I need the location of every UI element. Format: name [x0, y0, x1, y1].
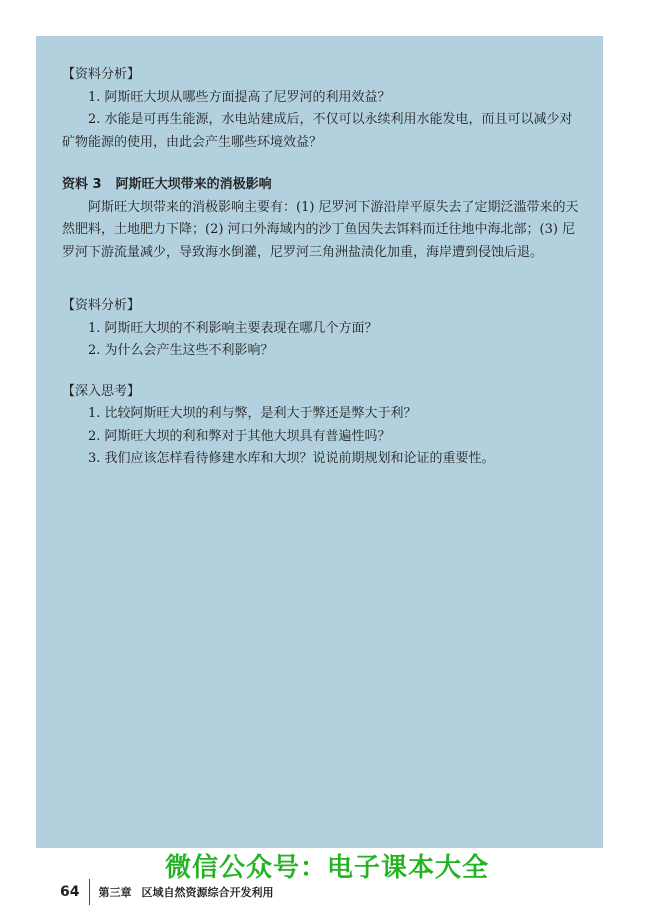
analysis-question-2-2: 2. 为什么会产生这些不利影响？ [88, 343, 274, 358]
analysis-heading-2: 【资料分析】 [62, 298, 141, 313]
resource-3-label: 资料 3 [62, 177, 102, 192]
chapter-label: 第三章 [98, 886, 132, 899]
think-question-1: 1. 比较阿斯旺大坝的利与弊，是利大于弊还是弊大于利？ [88, 406, 417, 421]
spacer [62, 264, 582, 295]
footer-divider [89, 879, 90, 905]
think-heading: 【深入思考】 [62, 383, 141, 399]
analysis-question-2-1: 1. 阿斯旺大坝的不利影响主要表现在哪几个方面？ [88, 320, 378, 336]
analysis-heading-1: 【资料分析】 [62, 67, 141, 82]
chapter-title: 区域自然资源综合开发利用 [141, 886, 274, 899]
page-content [62, 64, 582, 471]
analysis-question-1-2: 2. 水能是可再生能源，水电站建成后，不仅可以永续利用水能发电，而且可以减少对矿物能源的使用，由此会产生哪些环境效益？ [62, 112, 573, 150]
watermark-text: 微信公众号：电子课本大全 [165, 853, 490, 883]
analysis-question-1-1: 1. 阿斯旺大坝从哪些方面提高了尼罗河的利用效益？ [88, 89, 391, 105]
resource-3-heading: 阿斯旺大坝带来的消极影响 [115, 177, 272, 192]
resource-3-body: 阿斯旺大坝带来的消极影响主要有：(1) 尼罗河下游沿岸平原失去了定期泛滥带来的天然肥料，土地肥力下降；(2) 河口外海域内的沙丁鱼因失去饵料而迁往地中海北部；(3) 尼罗河下游流量减少，导致海水倒灌，尼罗河三角洲盐渍化加重，海岸遭到侵蚀后退。 [62, 199, 579, 260]
spacer [62, 363, 582, 381]
page-footer [60, 881, 273, 903]
resource-3-title [62, 174, 582, 197]
think-question-2: 2. 阿斯旺大坝的利和弊对于其他大坝具有普遍性吗？ [88, 428, 391, 444]
page-number: 64 [60, 884, 80, 900]
spacer [62, 154, 582, 174]
think-question-3: 3. 我们应该怎样看待修建水库和大坝？说说前期规划和论证的重要性。 [88, 451, 495, 466]
